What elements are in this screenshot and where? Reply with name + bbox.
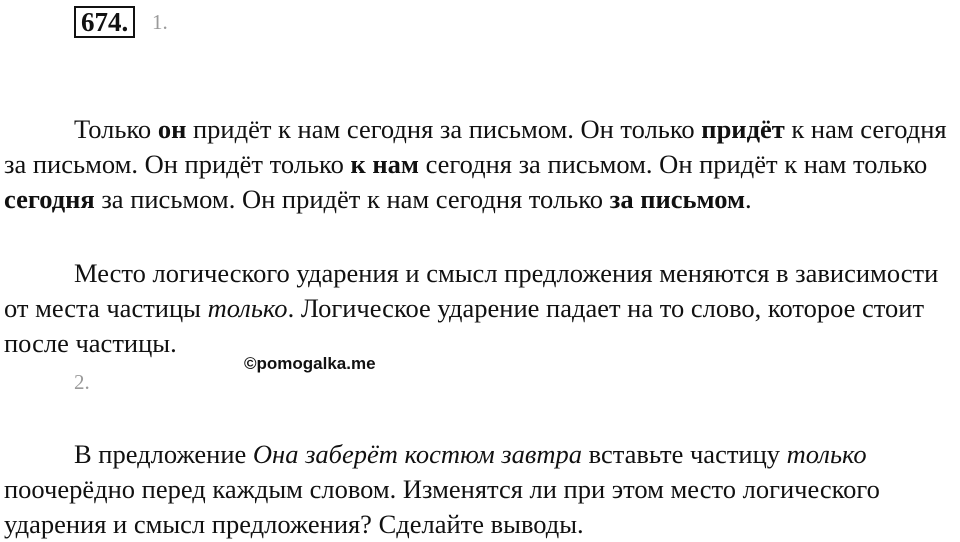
paragraph1-run: к нам сегодня за письмом. Он придёт только xyxy=(4,114,947,179)
exercise-number: 674. xyxy=(74,6,135,38)
answer-paragraph-explanation xyxy=(4,256,959,361)
paragraph1-run: сегодня xyxy=(4,184,95,214)
task-paragraph xyxy=(4,437,959,542)
paragraph3-run: только xyxy=(786,439,867,469)
paragraph1-run: придёт к нам сегодня за письмом. Он только xyxy=(186,114,702,144)
watermark: ©pomogalka.me xyxy=(244,354,376,373)
paragraph3-run: вставьте частицу xyxy=(582,439,787,469)
paragraph2-run: . Логическое ударение падает на то слово, которое стоит после частицы. xyxy=(4,293,925,358)
paragraph1-run: Только xyxy=(74,114,158,144)
paragraph1-run: . xyxy=(745,184,752,214)
paragraph1-run: за письмом xyxy=(609,184,746,214)
paragraph1-run: сегодня за письмом. Он придёт к нам только xyxy=(418,149,928,179)
part-2-label: 2. xyxy=(74,370,90,394)
paragraph2-run: только xyxy=(207,293,288,323)
answer-paragraph-emphasis-examples xyxy=(4,112,959,217)
paragraph1-run: за письмом. Он придёт к нам сегодня только xyxy=(94,184,610,214)
paragraph1-run: он xyxy=(157,114,187,144)
paragraph3-run: поочерёдно перед каждым словом. Изменятся ли при этом место логического ударения и смысл предложения? Сделайте выводы. xyxy=(4,474,880,539)
paragraph3-run: Она заберёт костюм завтра xyxy=(252,439,583,469)
paragraph1-run: к нам xyxy=(350,149,419,179)
paragraph1-run: придёт xyxy=(701,114,785,144)
paragraph3-run: В предложение xyxy=(74,439,253,469)
part-1-label: 1. xyxy=(152,10,168,34)
paragraph2-run: Место логического ударения и смысл предложения меняются в зависимости от места частицы xyxy=(4,258,939,323)
